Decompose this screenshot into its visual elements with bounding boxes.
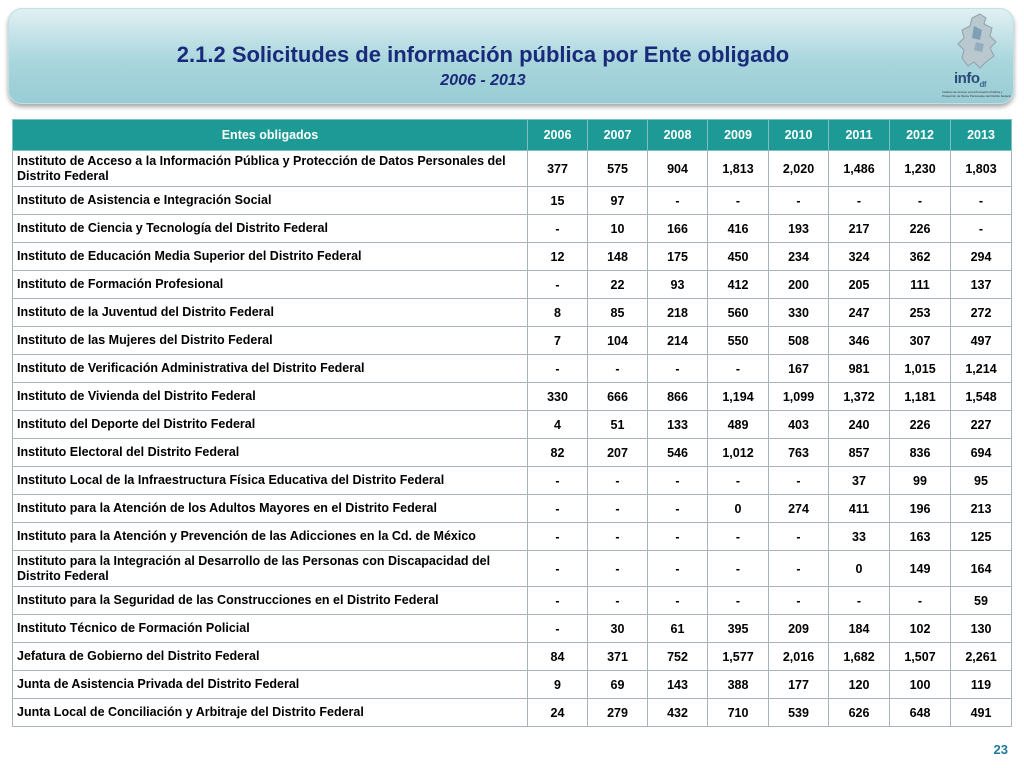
value-cell: -: [648, 523, 708, 551]
value-cell: 362: [890, 243, 951, 271]
value-cell: -: [528, 523, 588, 551]
value-cell: 491: [951, 699, 1012, 727]
value-cell: 1,181: [890, 383, 951, 411]
value-cell: 213: [951, 495, 1012, 523]
value-cell: -: [769, 467, 829, 495]
value-cell: -: [648, 587, 708, 615]
value-cell: 2,020: [769, 151, 829, 187]
ente-name-cell: Instituto de Ciencia y Tecnología del Distrito Federal: [13, 215, 528, 243]
value-cell: -: [708, 523, 769, 551]
ente-name-cell: Instituto de Asistencia e Integración Social: [13, 187, 528, 215]
table-row: [13, 299, 1012, 327]
value-cell: 175: [648, 243, 708, 271]
value-cell: -: [769, 523, 829, 551]
ente-name-cell: Junta de Asistencia Privada del Distrito Federal: [13, 671, 528, 699]
value-cell: 416: [708, 215, 769, 243]
value-cell: 272: [951, 299, 1012, 327]
value-cell: 294: [951, 243, 1012, 271]
value-cell: 177: [769, 671, 829, 699]
value-cell: 8: [528, 299, 588, 327]
value-cell: 95: [951, 467, 1012, 495]
value-cell: -: [890, 587, 951, 615]
table-row: [13, 151, 1012, 187]
value-cell: 226: [890, 215, 951, 243]
value-cell: 133: [648, 411, 708, 439]
value-cell: -: [528, 467, 588, 495]
column-header: 2007: [588, 120, 648, 151]
value-cell: -: [708, 355, 769, 383]
value-cell: 200: [769, 271, 829, 299]
ente-name-cell: Instituto Electoral del Distrito Federal: [13, 439, 528, 467]
value-cell: 120: [829, 671, 890, 699]
value-cell: 9: [528, 671, 588, 699]
value-cell: 4: [528, 411, 588, 439]
logo-wordmark: info$_{df}$: [954, 70, 987, 89]
value-cell: 214: [648, 327, 708, 355]
value-cell: -: [588, 467, 648, 495]
table-row: [13, 551, 1012, 587]
value-cell: 137: [951, 271, 1012, 299]
value-cell: -: [769, 187, 829, 215]
ente-name-cell: Instituto de la Juventud del Distrito Federal: [13, 299, 528, 327]
table-row: [13, 615, 1012, 643]
infodf-logo: [940, 12, 1012, 102]
table-row: [13, 411, 1012, 439]
value-cell: 217: [829, 215, 890, 243]
value-cell: 227: [951, 411, 1012, 439]
value-cell: 99: [890, 467, 951, 495]
table-row: [13, 643, 1012, 671]
ente-name-cell: Instituto para la Seguridad de las Construcciones en el Distrito Federal: [13, 587, 528, 615]
value-cell: 119: [951, 671, 1012, 699]
value-cell: 377: [528, 151, 588, 187]
value-cell: -: [648, 467, 708, 495]
value-cell: 666: [588, 383, 648, 411]
value-cell: 0: [708, 495, 769, 523]
value-cell: -: [588, 495, 648, 523]
page-number: 23: [993, 742, 1008, 757]
value-cell: 102: [890, 615, 951, 643]
value-cell: -: [708, 551, 769, 587]
value-cell: -: [588, 523, 648, 551]
value-cell: -: [528, 587, 588, 615]
ente-name-cell: Instituto para la Integración al Desarrollo de las Personas con Discapacidad del Distrito Federal: [13, 551, 528, 587]
value-cell: 61: [648, 615, 708, 643]
value-cell: -: [528, 615, 588, 643]
value-cell: 33: [829, 523, 890, 551]
page-subtitle: 2006 - 2013: [440, 72, 526, 89]
value-cell: 234: [769, 243, 829, 271]
value-cell: 412: [708, 271, 769, 299]
value-cell: 149: [890, 551, 951, 587]
ente-name-cell: Instituto para la Atención de los Adultos Mayores en el Distrito Federal: [13, 495, 528, 523]
value-cell: 274: [769, 495, 829, 523]
table-row: [13, 495, 1012, 523]
table-row: [13, 327, 1012, 355]
value-cell: 205: [829, 271, 890, 299]
value-cell: -: [769, 587, 829, 615]
value-cell: 226: [890, 411, 951, 439]
value-cell: 307: [890, 327, 951, 355]
value-cell: 1,015: [890, 355, 951, 383]
value-cell: 100: [890, 671, 951, 699]
table-row: [13, 699, 1012, 727]
value-cell: -: [829, 187, 890, 215]
value-cell: 489: [708, 411, 769, 439]
value-cell: 207: [588, 439, 648, 467]
value-cell: 1,372: [829, 383, 890, 411]
value-cell: -: [588, 587, 648, 615]
ente-name-cell: Jefatura de Gobierno del Distrito Federal: [13, 643, 528, 671]
value-cell: 546: [648, 439, 708, 467]
column-header: 2010: [769, 120, 829, 151]
value-cell: 166: [648, 215, 708, 243]
value-cell: -: [648, 551, 708, 587]
value-cell: 125: [951, 523, 1012, 551]
value-cell: -: [648, 187, 708, 215]
value-cell: 1,012: [708, 439, 769, 467]
value-cell: 626: [829, 699, 890, 727]
value-cell: 1,813: [708, 151, 769, 187]
value-cell: 1,548: [951, 383, 1012, 411]
value-cell: -: [588, 551, 648, 587]
value-cell: 1,486: [829, 151, 890, 187]
table-header-row: [13, 120, 1012, 151]
value-cell: 1,507: [890, 643, 951, 671]
value-cell: 648: [890, 699, 951, 727]
value-cell: -: [528, 495, 588, 523]
column-header: 2012: [890, 120, 951, 151]
value-cell: 279: [588, 699, 648, 727]
ente-name-cell: Instituto de Formación Profesional: [13, 271, 528, 299]
table-row: [13, 355, 1012, 383]
value-cell: 1,803: [951, 151, 1012, 187]
column-header: Entes obligados: [13, 120, 528, 151]
value-cell: 97: [588, 187, 648, 215]
ente-name-cell: Instituto de Verificación Administrativa del Distrito Federal: [13, 355, 528, 383]
value-cell: 163: [890, 523, 951, 551]
value-cell: 330: [528, 383, 588, 411]
value-cell: -: [708, 587, 769, 615]
ente-name-cell: Instituto Local de la Infraestructura Física Educativa del Distrito Federal: [13, 467, 528, 495]
ente-name-cell: Instituto Técnico de Formación Policial: [13, 615, 528, 643]
table-row: [13, 383, 1012, 411]
value-cell: 432: [648, 699, 708, 727]
value-cell: 1,099: [769, 383, 829, 411]
value-cell: -: [528, 215, 588, 243]
column-header: 2009: [708, 120, 769, 151]
value-cell: -: [528, 355, 588, 383]
value-cell: -: [951, 215, 1012, 243]
value-cell: 37: [829, 467, 890, 495]
map-icon: [940, 12, 1012, 72]
value-cell: 836: [890, 439, 951, 467]
value-cell: 539: [769, 699, 829, 727]
value-cell: -: [648, 495, 708, 523]
value-cell: 1,230: [890, 151, 951, 187]
value-cell: 59: [951, 587, 1012, 615]
table-row: [13, 243, 1012, 271]
ente-name-cell: Instituto de Acceso a la Información Pública y Protección de Datos Personales del Distrito Federal: [13, 151, 528, 187]
value-cell: 104: [588, 327, 648, 355]
value-cell: 24: [528, 699, 588, 727]
value-cell: 111: [890, 271, 951, 299]
solicitudes-table: [12, 119, 1012, 727]
value-cell: 1,214: [951, 355, 1012, 383]
table-row: [13, 671, 1012, 699]
value-cell: 143: [648, 671, 708, 699]
value-cell: 981: [829, 355, 890, 383]
value-cell: 247: [829, 299, 890, 327]
value-cell: 209: [769, 615, 829, 643]
value-cell: 330: [769, 299, 829, 327]
value-cell: 403: [769, 411, 829, 439]
value-cell: 395: [708, 615, 769, 643]
value-cell: 22: [588, 271, 648, 299]
value-cell: 904: [648, 151, 708, 187]
value-cell: 84: [528, 643, 588, 671]
page-title: 2.1.2 Solicitudes de información pública por Ente obligado: [176, 42, 790, 67]
value-cell: 2,261: [951, 643, 1012, 671]
value-cell: 240: [829, 411, 890, 439]
table-row: [13, 467, 1012, 495]
value-cell: 30: [588, 615, 648, 643]
table-row: [13, 439, 1012, 467]
value-cell: 0: [829, 551, 890, 587]
ente-name-cell: Instituto de las Mujeres del Distrito Federal: [13, 327, 528, 355]
value-cell: -: [528, 551, 588, 587]
value-cell: -: [890, 187, 951, 215]
value-cell: 2,016: [769, 643, 829, 671]
value-cell: 346: [829, 327, 890, 355]
value-cell: 710: [708, 699, 769, 727]
value-cell: 550: [708, 327, 769, 355]
value-cell: 15: [528, 187, 588, 215]
value-cell: 1,577: [708, 643, 769, 671]
value-cell: 763: [769, 439, 829, 467]
value-cell: -: [769, 551, 829, 587]
value-cell: 10: [588, 215, 648, 243]
ente-name-cell: Instituto para la Atención y Prevención de las Adicciones en la Cd. de México: [13, 523, 528, 551]
value-cell: 694: [951, 439, 1012, 467]
column-header: 2013: [951, 120, 1012, 151]
ente-name-cell: Junta Local de Conciliación y Arbitraje del Distrito Federal: [13, 699, 528, 727]
value-cell: 148: [588, 243, 648, 271]
value-cell: 130: [951, 615, 1012, 643]
header-banner: [8, 8, 1014, 104]
table-row: [13, 587, 1012, 615]
value-cell: 184: [829, 615, 890, 643]
value-cell: 575: [588, 151, 648, 187]
value-cell: 12: [528, 243, 588, 271]
table-row: [13, 523, 1012, 551]
value-cell: 167: [769, 355, 829, 383]
value-cell: -: [829, 587, 890, 615]
value-cell: -: [648, 355, 708, 383]
value-cell: 218: [648, 299, 708, 327]
ente-name-cell: Instituto del Deporte del Distrito Federal: [13, 411, 528, 439]
value-cell: -: [528, 271, 588, 299]
value-cell: 85: [588, 299, 648, 327]
value-cell: 411: [829, 495, 890, 523]
column-header: 2008: [648, 120, 708, 151]
value-cell: -: [588, 355, 648, 383]
value-cell: 93: [648, 271, 708, 299]
value-cell: 253: [890, 299, 951, 327]
value-cell: 560: [708, 299, 769, 327]
value-cell: 1,682: [829, 643, 890, 671]
table-row: [13, 271, 1012, 299]
column-header: 2006: [528, 120, 588, 151]
value-cell: 196: [890, 495, 951, 523]
value-cell: 7: [528, 327, 588, 355]
value-cell: 388: [708, 671, 769, 699]
value-cell: -: [951, 187, 1012, 215]
table-row: [13, 215, 1012, 243]
value-cell: 866: [648, 383, 708, 411]
value-cell: -: [708, 467, 769, 495]
value-cell: 857: [829, 439, 890, 467]
value-cell: 1,194: [708, 383, 769, 411]
value-cell: 51: [588, 411, 648, 439]
value-cell: 193: [769, 215, 829, 243]
value-cell: 508: [769, 327, 829, 355]
value-cell: 497: [951, 327, 1012, 355]
logo-tagline: Instituto de Acceso a la Información Pública y Protección de Datos Personales del Distrito Federal: [942, 90, 1011, 98]
value-cell: 69: [588, 671, 648, 699]
value-cell: 324: [829, 243, 890, 271]
value-cell: -: [708, 187, 769, 215]
column-header: 2011: [829, 120, 890, 151]
value-cell: 450: [708, 243, 769, 271]
value-cell: 164: [951, 551, 1012, 587]
value-cell: 371: [588, 643, 648, 671]
ente-name-cell: Instituto de Vivienda del Distrito Federal: [13, 383, 528, 411]
value-cell: 82: [528, 439, 588, 467]
value-cell: 752: [648, 643, 708, 671]
ente-name-cell: Instituto de Educación Media Superior del Distrito Federal: [13, 243, 528, 271]
table-row: [13, 187, 1012, 215]
